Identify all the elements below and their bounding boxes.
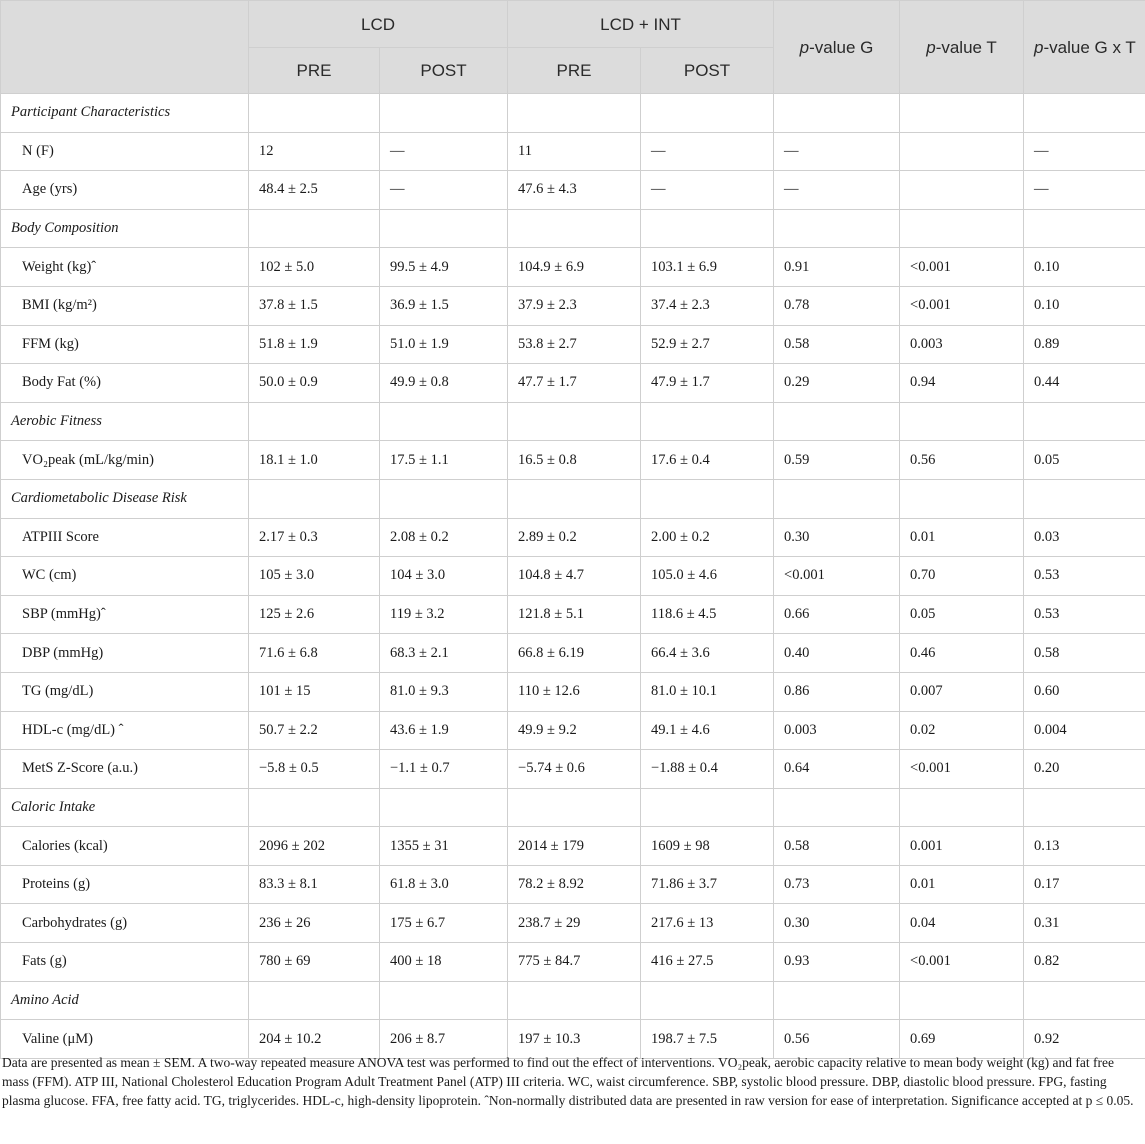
table-row	[1, 711, 1145, 750]
table-cell: −5.74 ± 0.6	[508, 750, 641, 789]
table-cell: 2.00 ± 0.2	[641, 518, 774, 557]
table-cell	[380, 94, 508, 133]
table-cell: 0.82	[1024, 943, 1145, 982]
table-cell	[641, 209, 774, 248]
table-cell: —	[641, 132, 774, 171]
table-cell: 71.6 ± 6.8	[249, 634, 380, 673]
table-cell: 0.70	[900, 557, 1024, 596]
table-cell: 236 ± 26	[249, 904, 380, 943]
row-label: MetS Z-Score (a.u.)	[1, 750, 249, 789]
table-row	[1, 325, 1145, 364]
table-cell: 83.3 ± 8.1	[249, 865, 380, 904]
table-cell: 2.89 ± 0.2	[508, 518, 641, 557]
table-cell: 66.4 ± 3.6	[641, 634, 774, 673]
table-cell: 110 ± 12.6	[508, 672, 641, 711]
row-label: BMI (kg/m²)	[1, 286, 249, 325]
table-cell: 17.6 ± 0.4	[641, 441, 774, 480]
row-label: ATPIII Score	[1, 518, 249, 557]
table-cell: 0.001	[900, 827, 1024, 866]
p-value-gxt-label: -value G x T	[1043, 37, 1136, 57]
table-cell	[774, 479, 900, 518]
table-cell: 0.003	[774, 711, 900, 750]
table-cell	[508, 209, 641, 248]
table-row	[1, 518, 1145, 557]
table-cell: 0.66	[774, 595, 900, 634]
table-cell: 0.29	[774, 364, 900, 403]
row-label: VO₂peak (mL/kg/min)	[1, 441, 249, 480]
table-cell: 66.8 ± 6.19	[508, 634, 641, 673]
table-cell: −1.88 ± 0.4	[641, 750, 774, 789]
table-row	[1, 750, 1145, 789]
row-label: Fats (g)	[1, 943, 249, 982]
table-cell	[774, 981, 900, 1020]
table-row	[1, 672, 1145, 711]
table-cell: <0.001	[900, 943, 1024, 982]
table-cell: 49.9 ± 0.8	[380, 364, 508, 403]
table-cell: 51.0 ± 1.9	[380, 325, 508, 364]
table-cell: 0.01	[900, 865, 1024, 904]
table-cell	[900, 171, 1024, 210]
header-lcd-int-pre: PRE	[508, 48, 641, 94]
table-cell: 0.58	[1024, 634, 1145, 673]
table-cell: 416 ± 27.5	[641, 943, 774, 982]
table-cell: 0.05	[900, 595, 1024, 634]
table-cell: 198.7 ± 7.5	[641, 1020, 774, 1059]
table-cell: 17.5 ± 1.1	[380, 441, 508, 480]
section-row	[1, 94, 1145, 133]
table-cell: 0.31	[1024, 904, 1145, 943]
header-p-value-g	[774, 1, 900, 94]
section-row	[1, 788, 1145, 827]
table-cell	[380, 479, 508, 518]
table-cell: 48.4 ± 2.5	[249, 171, 380, 210]
table-cell: 37.9 ± 2.3	[508, 286, 641, 325]
table-row	[1, 441, 1145, 480]
table-cell: 780 ± 69	[249, 943, 380, 982]
row-label: TG (mg/dL)	[1, 672, 249, 711]
table-cell	[641, 479, 774, 518]
row-label: Proteins (g)	[1, 865, 249, 904]
section-label: Caloric Intake	[1, 788, 249, 827]
header-lcd-post: POST	[380, 48, 508, 94]
table-cell: 81.0 ± 9.3	[380, 672, 508, 711]
table-cell: 775 ± 84.7	[508, 943, 641, 982]
p-value-g-label: -value G	[809, 37, 874, 57]
table-cell: 52.9 ± 2.7	[641, 325, 774, 364]
table-cell: 81.0 ± 10.1	[641, 672, 774, 711]
table-cell: 78.2 ± 8.92	[508, 865, 641, 904]
table-row	[1, 171, 1145, 210]
table-cell	[249, 981, 380, 1020]
table-row	[1, 286, 1145, 325]
section-row	[1, 209, 1145, 248]
table-cell	[380, 402, 508, 441]
table-cell: 102 ± 5.0	[249, 248, 380, 287]
row-label: DBP (mmHg)	[1, 634, 249, 673]
table-row	[1, 904, 1145, 943]
table-cell: 50.0 ± 0.9	[249, 364, 380, 403]
table-cell	[380, 788, 508, 827]
table-cell	[774, 788, 900, 827]
table-cell: 0.92	[1024, 1020, 1145, 1059]
table-cell: 49.1 ± 4.6	[641, 711, 774, 750]
table-cell: 0.03	[1024, 518, 1145, 557]
table-cell	[1024, 402, 1145, 441]
table-cell: 103.1 ± 6.9	[641, 248, 774, 287]
section-row	[1, 402, 1145, 441]
table-cell: 16.5 ± 0.8	[508, 441, 641, 480]
table-cell: 0.20	[1024, 750, 1145, 789]
table-cell: 0.94	[900, 364, 1024, 403]
table-cell: 105.0 ± 4.6	[641, 557, 774, 596]
table-cell: 104 ± 3.0	[380, 557, 508, 596]
header-group-lcd-int: LCD + INT	[508, 1, 774, 48]
table-cell: 118.6 ± 4.5	[641, 595, 774, 634]
table-cell: 0.56	[774, 1020, 900, 1059]
table-row	[1, 943, 1145, 982]
table-cell: 0.40	[774, 634, 900, 673]
table-cell: 0.01	[900, 518, 1024, 557]
table-cell: 104.9 ± 6.9	[508, 248, 641, 287]
table-cell: —	[380, 171, 508, 210]
table-cell: 206 ± 8.7	[380, 1020, 508, 1059]
header-group-lcd: LCD	[249, 1, 508, 48]
table-cell	[900, 479, 1024, 518]
table-cell: 99.5 ± 4.9	[380, 248, 508, 287]
row-label: Body Fat (%)	[1, 364, 249, 403]
table-cell: 0.64	[774, 750, 900, 789]
table-cell: 0.53	[1024, 557, 1145, 596]
table-cell: 0.30	[774, 518, 900, 557]
table-cell: —	[1024, 171, 1145, 210]
table-cell: 0.58	[774, 325, 900, 364]
table-cell: 12	[249, 132, 380, 171]
header-lcd-int-post: POST	[641, 48, 774, 94]
table-cell	[641, 402, 774, 441]
table-cell: 37.8 ± 1.5	[249, 286, 380, 325]
table-cell: —	[641, 171, 774, 210]
table-cell: —	[1024, 132, 1145, 171]
table-cell: 0.91	[774, 248, 900, 287]
table-cell	[1024, 209, 1145, 248]
table-cell: 36.9 ± 1.5	[380, 286, 508, 325]
table-cell: 2.17 ± 0.3	[249, 518, 380, 557]
header-lcd-pre: PRE	[249, 48, 380, 94]
section-row	[1, 479, 1145, 518]
table-cell: 204 ± 10.2	[249, 1020, 380, 1059]
table-row	[1, 557, 1145, 596]
section-row	[1, 981, 1145, 1020]
p-letter: p	[1034, 37, 1044, 57]
table-cell: 47.9 ± 1.7	[641, 364, 774, 403]
table-cell: −5.8 ± 0.5	[249, 750, 380, 789]
row-label: Calories (kcal)	[1, 827, 249, 866]
table-cell	[508, 479, 641, 518]
table-cell: 0.46	[900, 634, 1024, 673]
table-cell: 1609 ± 98	[641, 827, 774, 866]
table-cell: 2096 ± 202	[249, 827, 380, 866]
table-row	[1, 827, 1145, 866]
table-cell	[249, 209, 380, 248]
table-cell: 2014 ± 179	[508, 827, 641, 866]
table-cell	[249, 788, 380, 827]
section-label: Amino Acid	[1, 981, 249, 1020]
table-cell: 43.6 ± 1.9	[380, 711, 508, 750]
table-cell	[1024, 788, 1145, 827]
table-cell: 121.8 ± 5.1	[508, 595, 641, 634]
table-cell	[249, 479, 380, 518]
table-cell: 71.86 ± 3.7	[641, 865, 774, 904]
row-label: Carbohydrates (g)	[1, 904, 249, 943]
table-cell	[900, 209, 1024, 248]
table-cell: 119 ± 3.2	[380, 595, 508, 634]
table-cell	[508, 94, 641, 133]
table-cell: −1.1 ± 0.7	[380, 750, 508, 789]
table-cell: 0.93	[774, 943, 900, 982]
p-value-t-label: -value T	[935, 37, 997, 57]
table-cell: 18.1 ± 1.0	[249, 441, 380, 480]
table-cell	[508, 788, 641, 827]
row-label: HDL-c (mg/dL) ˆ	[1, 711, 249, 750]
table-cell	[900, 132, 1024, 171]
table-cell: 238.7 ± 29	[508, 904, 641, 943]
table-cell: 2.08 ± 0.2	[380, 518, 508, 557]
table-row	[1, 132, 1145, 171]
table-cell	[249, 94, 380, 133]
row-label: Age (yrs)	[1, 171, 249, 210]
table-cell: 61.8 ± 3.0	[380, 865, 508, 904]
table-cell: 1355 ± 31	[380, 827, 508, 866]
table-cell: 68.3 ± 2.1	[380, 634, 508, 673]
table-cell	[774, 94, 900, 133]
table-cell: 0.78	[774, 286, 900, 325]
row-label: SBP (mmHg)ˆ	[1, 595, 249, 634]
table-cell: 101 ± 15	[249, 672, 380, 711]
table-header	[1, 1, 1145, 94]
table-cell	[380, 981, 508, 1020]
table-cell: <0.001	[774, 557, 900, 596]
table-cell: 0.04	[900, 904, 1024, 943]
table-cell: 0.59	[774, 441, 900, 480]
section-label: Cardiometabolic Disease Risk	[1, 479, 249, 518]
table-body	[1, 94, 1145, 1059]
table-cell	[774, 209, 900, 248]
table-cell: 0.58	[774, 827, 900, 866]
table-cell	[900, 402, 1024, 441]
table-cell	[774, 402, 900, 441]
table-cell: 0.17	[1024, 865, 1145, 904]
table-cell: 175 ± 6.7	[380, 904, 508, 943]
table-cell: —	[380, 132, 508, 171]
table-cell: 50.7 ± 2.2	[249, 711, 380, 750]
table-cell: 0.003	[900, 325, 1024, 364]
table-row	[1, 595, 1145, 634]
header-blank-cell	[1, 1, 249, 94]
table-cell: 0.56	[900, 441, 1024, 480]
table-cell: 0.73	[774, 865, 900, 904]
header-p-value-gxt	[1024, 1, 1145, 94]
section-label: Participant Characteristics	[1, 94, 249, 133]
table-cell	[1024, 981, 1145, 1020]
table-cell: 217.6 ± 13	[641, 904, 774, 943]
table-cell: 0.05	[1024, 441, 1145, 480]
table-cell: 47.7 ± 1.7	[508, 364, 641, 403]
table-cell: 0.13	[1024, 827, 1145, 866]
p-letter: p	[799, 37, 810, 57]
table-cell	[900, 788, 1024, 827]
table-cell: <0.001	[900, 248, 1024, 287]
table-cell	[641, 788, 774, 827]
table-cell: 0.86	[774, 672, 900, 711]
table-cell: 197 ± 10.3	[508, 1020, 641, 1059]
table-cell	[1024, 94, 1145, 133]
row-label: FFM (kg)	[1, 325, 249, 364]
table-cell: 125 ± 2.6	[249, 595, 380, 634]
table-cell	[900, 981, 1024, 1020]
table-cell: 11	[508, 132, 641, 171]
table-cell: 0.02	[900, 711, 1024, 750]
table-cell: —	[774, 132, 900, 171]
table-cell	[249, 402, 380, 441]
table-cell	[900, 94, 1024, 133]
table-cell: 37.4 ± 2.3	[641, 286, 774, 325]
table-cell: 0.53	[1024, 595, 1145, 634]
table-cell: 0.60	[1024, 672, 1145, 711]
header-p-value-t	[900, 1, 1024, 94]
table-cell: 0.007	[900, 672, 1024, 711]
p-letter: p	[926, 37, 936, 57]
section-label: Body Composition	[1, 209, 249, 248]
table-footnote: Data are presented as mean ± SEM. A two-way repeated measure ANOVA test was performed to find out the effect of interventions. VO₂peak, aerobic capacity relative to mean body weight (kg) and fat free mass (FFM). ATP III, National Cholesterol Education Program Adult Treatment Panel (ATP) III criteria. WC, waist circumference. SBP, systolic blood pressure. DBP, diastolic blood pressure. FPG, fasting plasma glucose. FFA, free fatty acid. TG, triglycerides. HDL-c, high-density lipoprotein. ˆNon-normally distributed data are presented in raw version for ease of interpretation. Significance accepted at p ≤ 0.05.	[2, 1055, 1134, 1108]
table-cell: 0.10	[1024, 286, 1145, 325]
table-cell	[641, 94, 774, 133]
table-cell	[1024, 479, 1145, 518]
table-cell: 104.8 ± 4.7	[508, 557, 641, 596]
table-cell: 53.8 ± 2.7	[508, 325, 641, 364]
table-cell	[508, 981, 641, 1020]
table-cell: <0.001	[900, 750, 1024, 789]
table-cell: —	[774, 171, 900, 210]
table-cell	[641, 981, 774, 1020]
table-cell	[508, 402, 641, 441]
table-row	[1, 364, 1145, 403]
table-cell: 0.69	[900, 1020, 1024, 1059]
table-cell: 0.10	[1024, 248, 1145, 287]
table-cell: 0.30	[774, 904, 900, 943]
table-cell: 0.89	[1024, 325, 1145, 364]
table-cell: 49.9 ± 9.2	[508, 711, 641, 750]
table-cell: 51.8 ± 1.9	[249, 325, 380, 364]
row-label: Valine (μM)	[1, 1020, 249, 1059]
table-cell: <0.001	[900, 286, 1024, 325]
table-row	[1, 865, 1145, 904]
row-label: Weight (kg)ˆ	[1, 248, 249, 287]
table-cell	[380, 209, 508, 248]
table-cell: 47.6 ± 4.3	[508, 171, 641, 210]
table-cell: 400 ± 18	[380, 943, 508, 982]
table-cell: 0.004	[1024, 711, 1145, 750]
table-cell: 0.44	[1024, 364, 1145, 403]
row-label: N (F)	[1, 132, 249, 171]
table-row	[1, 634, 1145, 673]
section-label: Aerobic Fitness	[1, 402, 249, 441]
table-cell: 105 ± 3.0	[249, 557, 380, 596]
table-row	[1, 248, 1145, 287]
row-label: WC (cm)	[1, 557, 249, 596]
